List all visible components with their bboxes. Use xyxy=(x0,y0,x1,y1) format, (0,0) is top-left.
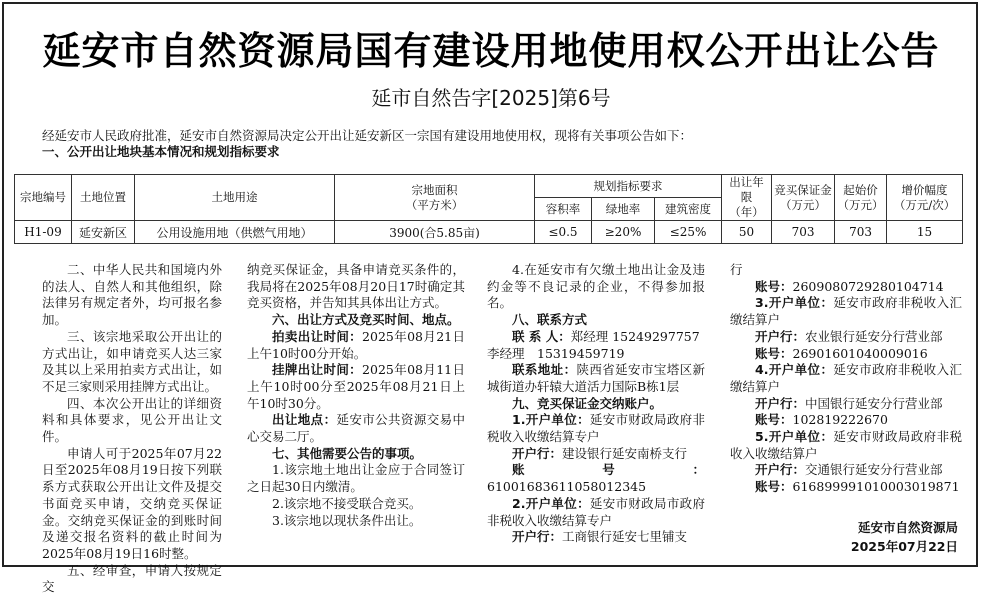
header-density: 建筑密度 xyxy=(655,198,722,221)
account-5-number-label: 账号： xyxy=(755,479,793,495)
account-4-bank-label: 开户行： xyxy=(755,395,806,411)
account-3-unit-label: 3.开户单位： xyxy=(755,295,834,311)
review-paragraph-cont: 纳竞买保证金，具备申请竞买条件的，我局将在2025年08月20日17时确定其竞买资格，并告知其具体出让方式。 xyxy=(247,262,465,311)
section-9-heading: 九、竞买保证金交纳账户。 xyxy=(512,395,663,411)
method-paragraph: 三、该宗地采取公开出让的方式出让，如申请竞买人达三家及其以上采用拍卖方式出让，如不足三家则采用挂牌方式出让。 xyxy=(42,328,222,394)
account-5-unit-label: 5.开户单位： xyxy=(755,429,834,445)
section-8-heading: 八、联系方式 xyxy=(512,312,588,328)
account-3-number-value: 26901601040009016 xyxy=(792,345,928,361)
text-column-2 xyxy=(247,262,465,529)
account-2-bank-cont: 行 xyxy=(730,262,743,277)
header-use: 土地用途 xyxy=(135,175,335,221)
section-7-heading: 七、其他需要公告的事项。 xyxy=(272,445,423,461)
account-1-bank-value: 建设银行延安南桥支行 xyxy=(562,445,688,461)
account-2-number-label: 账号： xyxy=(755,278,793,294)
account-1-bank xyxy=(487,446,705,463)
contact-label: 联 系 人： xyxy=(512,328,571,344)
cell-area: 3900(合5.85亩) xyxy=(335,221,535,244)
auction-time-label: 拍卖出让时间： xyxy=(272,328,363,344)
contact-1: 郑经理 15249297757 xyxy=(570,328,700,344)
intro-paragraph: 经延安市人民政府批准，延安市自然资源局决定公开出让延安新区一宗国有建设用地使用权，现将有关事项公告如下： xyxy=(42,128,693,143)
header-increment: 增价幅度 （万元/次） xyxy=(887,175,963,221)
account-1-unit xyxy=(487,412,705,445)
cell-start-price: 703 xyxy=(835,221,887,244)
cell-use: 公用设施用地（供燃气用地） xyxy=(135,221,335,244)
header-term: 出让年限 （年） xyxy=(722,175,772,221)
documents-paragraph: 四、本次公开出让的详细资料和具体要求，见公开出让文件。 xyxy=(42,395,222,445)
account-3-bank-label: 开户行： xyxy=(755,328,806,344)
header-planning: 规划指标要求 xyxy=(535,175,722,198)
account-3-unit-value: 延安市政府非税收入汇缴结算户 xyxy=(730,295,962,328)
account-2-number-value: 2609080729280104714 xyxy=(792,278,944,294)
contact-address xyxy=(487,362,705,395)
cell-increment: 15 xyxy=(887,221,963,244)
account-2-unit-value: 延安市财政局市政府非税收入收缴结算专户 xyxy=(487,495,705,528)
account-3-number-label: 账号： xyxy=(755,345,793,361)
account-3-bank-value: 农业银行延安分行营业部 xyxy=(805,328,943,344)
page-title: 延安市自然资源局国有建设用地使用权公开出让公告 xyxy=(42,29,940,73)
parcel-table xyxy=(14,174,963,244)
account-3-unit xyxy=(730,295,962,328)
table-row xyxy=(15,221,963,244)
address-label: 联系地址： xyxy=(512,362,577,378)
header-location: 土地位置 xyxy=(72,175,135,221)
account-5-bank-value: 交通银行延安分行营业部 xyxy=(805,462,943,478)
account-5-number-value: 616899991010003019871 xyxy=(792,479,960,495)
header-plot-ratio: 容积率 xyxy=(535,198,592,221)
review-paragraph: 五、经审查，申请人按规定交 xyxy=(42,562,222,595)
listing-time xyxy=(247,362,465,412)
header-deposit: 竞买保证金 （万元） xyxy=(772,175,835,221)
account-4-number xyxy=(730,412,962,429)
document-number: 延市自然告字[2025]第6号 xyxy=(371,86,611,110)
cell-term: 50 xyxy=(722,221,772,244)
text-column-4 xyxy=(730,262,962,496)
account-5-unit-value: 延安市财政局政府非税收入收缴结算户 xyxy=(730,429,962,461)
account-5-bank-label: 开户行： xyxy=(755,462,806,478)
contact-2: 李经理 15319459719 xyxy=(487,345,625,361)
account-5-bank xyxy=(730,462,962,479)
account-2-unit-label: 2.开户单位： xyxy=(512,495,590,511)
transfer-place-value: 延安市公共资源交易中心交易二厅。 xyxy=(247,412,465,445)
account-2-bank xyxy=(487,529,705,546)
account-2-bank-label: 开户行： xyxy=(512,529,563,545)
transfer-place xyxy=(247,412,465,445)
account-2-unit xyxy=(487,496,705,529)
text-column-3 xyxy=(487,262,705,546)
section-6-heading: 六、出让方式及竞买时间、地点。 xyxy=(272,312,460,328)
contact-person xyxy=(487,329,705,346)
account-1-number-label: 账号： xyxy=(512,462,705,478)
transfer-place-label: 出让地点： xyxy=(272,412,337,428)
auction-time xyxy=(247,329,465,362)
account-1-bank-label: 开户行： xyxy=(512,445,563,461)
item-1: 1.该宗地土地出让金应于合同签订之日起30日内缴清。 xyxy=(247,462,465,495)
account-1-unit-value: 延安市财政局政府非税收入收缴结算专户 xyxy=(487,412,705,445)
account-5-number xyxy=(730,479,962,496)
account-1-number-value: 61001683611058012345 xyxy=(487,479,647,495)
account-4-unit-value: 延安市政府非税收入汇缴结算户 xyxy=(730,362,962,394)
cell-density: ≤25% xyxy=(655,221,722,244)
account-3-bank xyxy=(730,329,962,346)
cell-parcel-no: H1-09 xyxy=(15,221,72,244)
account-2-number xyxy=(730,279,962,296)
account-2-bank-value: 工商银行延安七里铺支 xyxy=(562,529,688,545)
section-1-heading: 一、公开出让地块基本情况和规划指标要求 xyxy=(42,144,280,159)
auction-time-value: 2025年08月21日上午10时00分开始。 xyxy=(247,328,465,361)
header-area: 宗地面积 （平方米） xyxy=(335,175,535,221)
account-3-number xyxy=(730,346,962,363)
account-5-unit xyxy=(730,429,962,462)
address-value: 陕西省延安市宝塔区新城街道办轩辕大道活力国际B栋1层 xyxy=(487,362,705,394)
account-4-unit-label: 4.开户单位： xyxy=(755,362,834,378)
item-3: 3.该宗地以现状条件出让。 xyxy=(272,512,422,528)
header-start-price: 起始价 （万元） xyxy=(835,175,887,221)
account-4-bank-value: 中国银行延安分行营业部 xyxy=(805,395,943,411)
eligibility-paragraph: 二、中华人民共和国境内外的法人、自然人和其他组织，除法律另有规定者外，均可报名参加。 xyxy=(42,262,222,328)
account-1-unit-label: 1.开户单位： xyxy=(512,412,590,428)
item-4: 4.在延安市有欠缴土地出让金及违约金等不良记录的企业，不得参加报名。 xyxy=(487,262,705,311)
listing-time-label: 挂牌出让时间： xyxy=(272,362,363,378)
text-column-1 xyxy=(42,262,222,596)
cell-deposit: 703 xyxy=(772,221,835,244)
header-green-ratio: 绿地率 xyxy=(592,198,655,221)
account-4-number-label: 账号： xyxy=(755,412,793,428)
cell-plot-ratio: ≤0.5 xyxy=(535,221,592,244)
cell-location: 延安新区 xyxy=(72,221,135,244)
account-4-bank xyxy=(730,396,962,413)
account-4-number-value: 102819222670 xyxy=(792,412,888,428)
signature-block xyxy=(851,518,958,556)
account-1-number xyxy=(487,462,705,495)
issuing-organization: 延安市自然资源局 xyxy=(857,520,958,535)
item-2: 2.该宗地不接受联合竞买。 xyxy=(272,495,422,511)
application-paragraph: 申请人可于2025年07月22日至2025年08月19日按下列联系方式获取公开出让文件及提交书面竞买申请，交纳竞买保证金。交纳竞买保证金的到账时间及递交报名资料的截止时间为2025年08月19日16时整。 xyxy=(42,445,222,561)
header-parcel-no: 宗地编号 xyxy=(15,175,72,221)
account-4-unit xyxy=(730,362,962,395)
issue-date: 2025年07月22日 xyxy=(850,539,958,554)
cell-green-ratio: ≥20% xyxy=(592,221,655,244)
listing-time-value: 2025年08月11日上午10时00分至2025年08月21日上午10时30分。 xyxy=(247,362,465,411)
